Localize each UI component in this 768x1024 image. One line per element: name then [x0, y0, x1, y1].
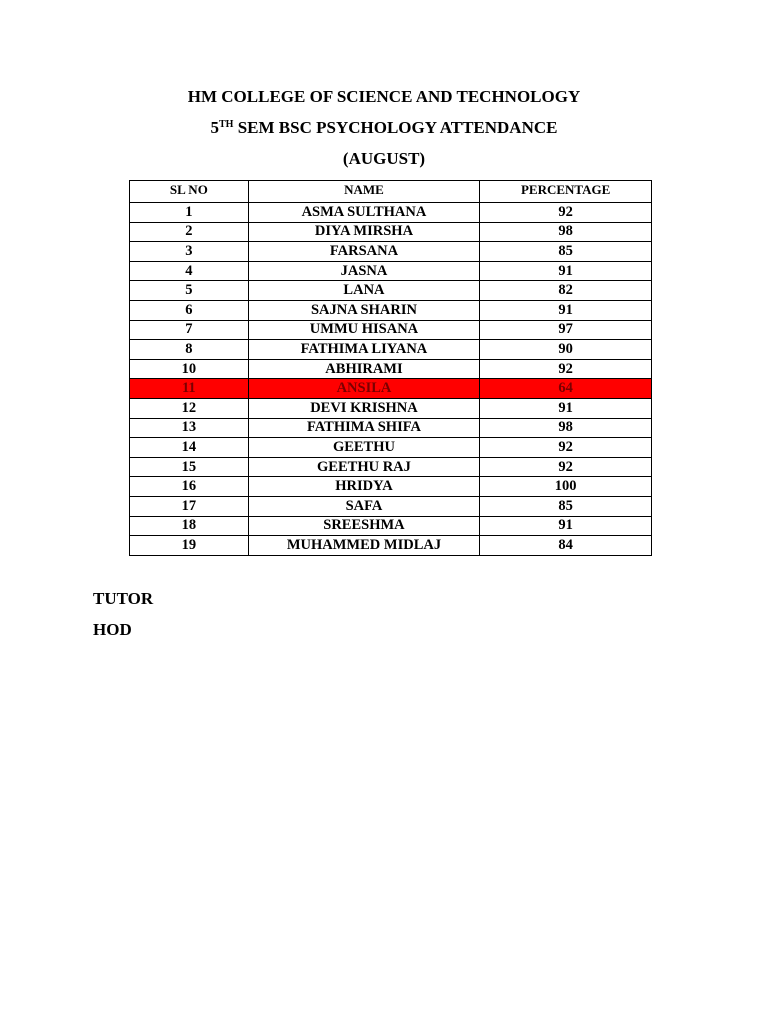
- cell-percentage: 91: [480, 516, 652, 536]
- table-row: [130, 203, 652, 223]
- cell-sl-no: 15: [130, 457, 249, 477]
- cell-name: DIYA MIRSHA: [248, 222, 480, 242]
- college-title: HM COLLEGE OF SCIENCE AND TECHNOLOGY: [187, 87, 581, 106]
- cell-percentage: 82: [480, 281, 652, 301]
- cell-percentage: 92: [480, 203, 652, 223]
- cell-percentage: 91: [480, 300, 652, 320]
- cell-name: SAJNA SHARIN: [248, 300, 480, 320]
- cell-sl-no: 16: [130, 477, 249, 497]
- cell-percentage: 92: [480, 457, 652, 477]
- cell-name: FARSANA: [248, 242, 480, 262]
- cell-sl-no: 10: [130, 359, 249, 379]
- cell-name: MUHAMMED MIDLAJ: [248, 536, 480, 556]
- table-row: [130, 418, 652, 438]
- cell-percentage: 100: [480, 477, 652, 497]
- table-row: [130, 457, 652, 477]
- column-header-name: NAME: [248, 181, 480, 203]
- cell-percentage: 85: [480, 496, 652, 516]
- cell-name: FATHIMA SHIFA: [248, 418, 480, 438]
- cell-percentage: 97: [480, 320, 652, 340]
- table-row: [130, 340, 652, 360]
- cell-name: ANSILA: [248, 379, 480, 399]
- semester-suffix: TH: [219, 119, 234, 130]
- table-row: [130, 516, 652, 536]
- cell-name: FATHIMA LIYANA: [248, 340, 480, 360]
- table-row: [130, 359, 652, 379]
- table-row: [130, 438, 652, 458]
- cell-percentage: 92: [480, 438, 652, 458]
- attendance-title: [0, 118, 768, 138]
- cell-sl-no: 2: [130, 222, 249, 242]
- table-row: [130, 496, 652, 516]
- table-row: [130, 300, 652, 320]
- cell-sl-no: 4: [130, 261, 249, 281]
- attendance-table: [129, 180, 652, 556]
- cell-percentage: 90: [480, 340, 652, 360]
- cell-sl-no: 1: [130, 203, 249, 223]
- cell-name: HRIDYA: [248, 477, 480, 497]
- table-row: [130, 222, 652, 242]
- table-header-row: [130, 181, 652, 203]
- semester-number: 5: [210, 118, 220, 137]
- attendance-rows: [130, 203, 652, 556]
- month-title: (AUGUST): [342, 149, 426, 168]
- cell-name: SREESHMA: [248, 516, 480, 536]
- cell-percentage: 64: [480, 379, 652, 399]
- cell-sl-no: 18: [130, 516, 249, 536]
- cell-sl-no: 19: [130, 536, 249, 556]
- cell-sl-no: 3: [130, 242, 249, 262]
- cell-name: UMMU HISANA: [248, 320, 480, 340]
- table-row: [130, 242, 652, 262]
- cell-sl-no: 8: [130, 340, 249, 360]
- cell-percentage: 98: [480, 418, 652, 438]
- cell-percentage: 91: [480, 398, 652, 418]
- cell-sl-no: 17: [130, 496, 249, 516]
- table-row: [130, 536, 652, 556]
- cell-name: ABHIRAMI: [248, 359, 480, 379]
- cell-percentage: 92: [480, 359, 652, 379]
- table-row-flagged: [130, 379, 652, 399]
- table-row: [130, 398, 652, 418]
- cell-percentage: 98: [480, 222, 652, 242]
- hod-signature-label: HOD: [93, 620, 132, 639]
- cell-percentage: 85: [480, 242, 652, 262]
- cell-name: GEETHU: [248, 438, 480, 458]
- tutor-signature-label: TUTOR: [93, 589, 154, 608]
- cell-name: ASMA SULTHANA: [248, 203, 480, 223]
- cell-sl-no: 12: [130, 398, 249, 418]
- table-row: [130, 320, 652, 340]
- cell-sl-no: 13: [130, 418, 249, 438]
- cell-percentage: 84: [480, 536, 652, 556]
- table-row: [130, 281, 652, 301]
- cell-percentage: 91: [480, 261, 652, 281]
- cell-sl-no: 11: [130, 379, 249, 399]
- cell-sl-no: 7: [130, 320, 249, 340]
- cell-sl-no: 14: [130, 438, 249, 458]
- column-header-percentage: PERCENTAGE: [480, 181, 652, 203]
- cell-name: SAFA: [248, 496, 480, 516]
- table-row: [130, 477, 652, 497]
- cell-name: GEETHU RAJ: [248, 457, 480, 477]
- table-row: [130, 261, 652, 281]
- cell-sl-no: 6: [130, 300, 249, 320]
- cell-name: LANA: [248, 281, 480, 301]
- cell-sl-no: 5: [130, 281, 249, 301]
- attendance-title-text: SEM BSC PSYCHOLOGY ATTENDANCE: [233, 118, 558, 137]
- cell-name: JASNA: [248, 261, 480, 281]
- cell-name: DEVI KRISHNA: [248, 398, 480, 418]
- column-header-sl-no: SL NO: [130, 181, 249, 203]
